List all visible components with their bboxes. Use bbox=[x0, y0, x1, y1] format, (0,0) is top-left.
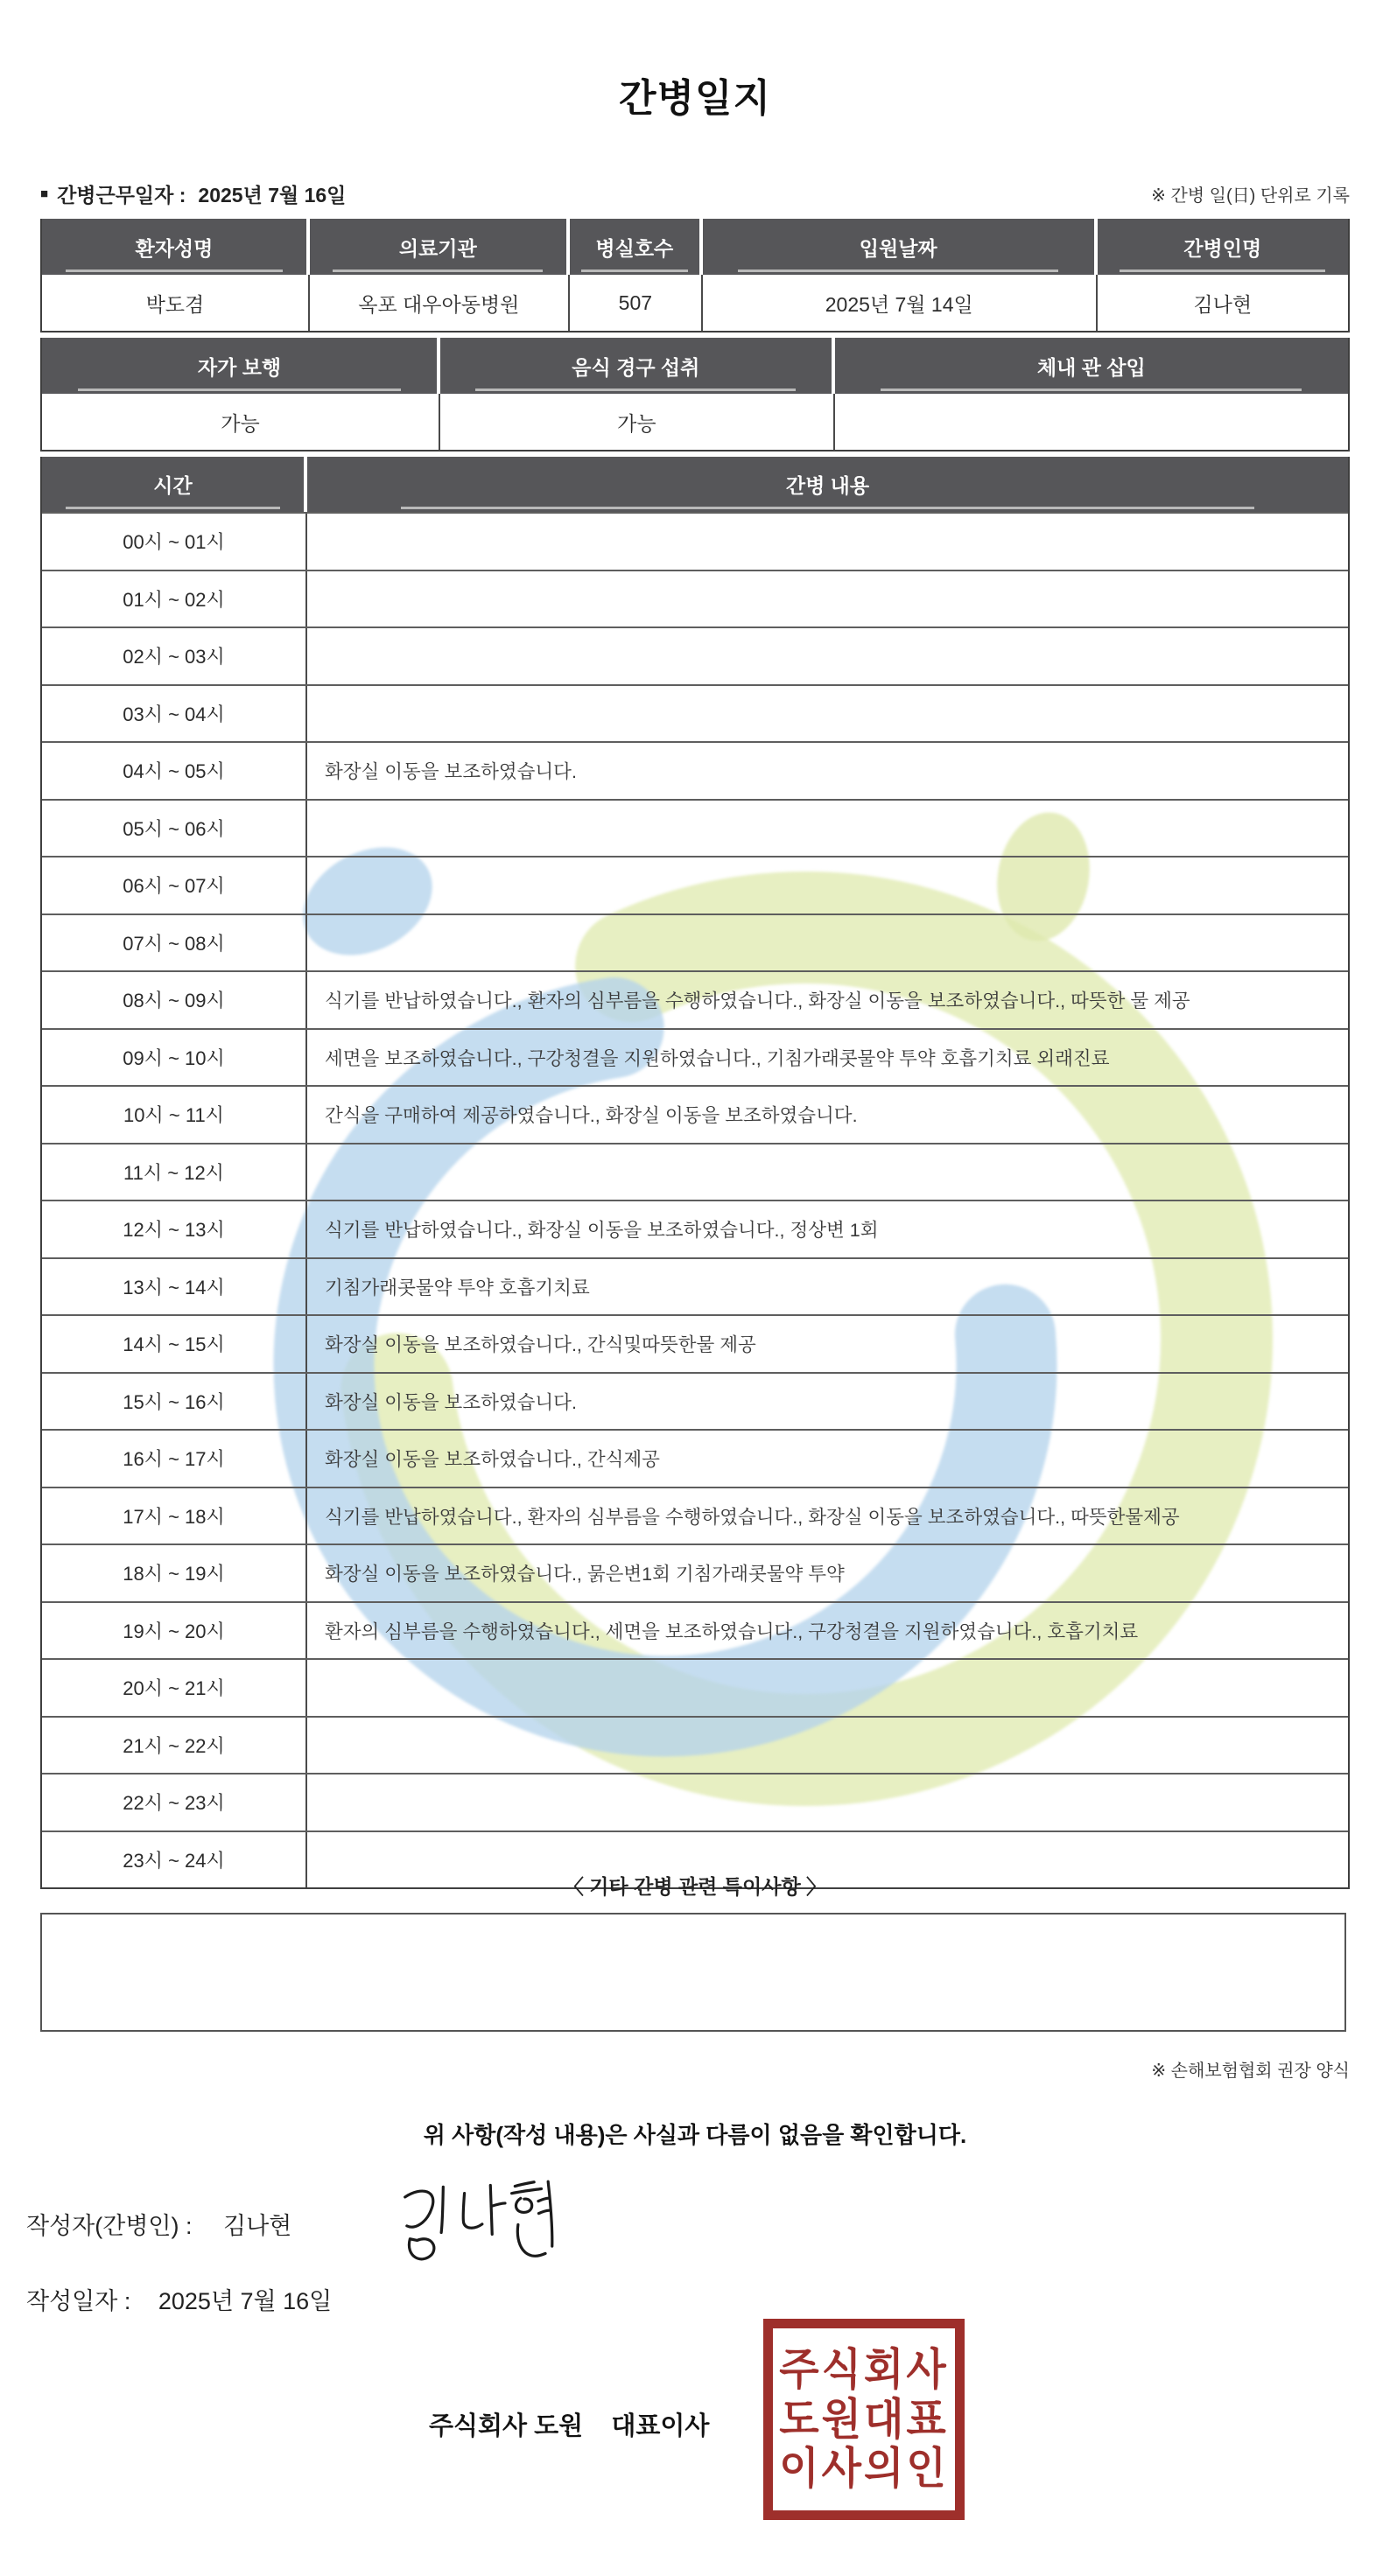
care-row-time: 08시 ~ 09시 bbox=[42, 972, 307, 1028]
care-row-time: 10시 ~ 11시 bbox=[42, 1087, 307, 1143]
care-rows bbox=[42, 512, 1348, 1887]
patient-table-header-cell bbox=[570, 219, 703, 275]
patient-table-value-cell: 박도겸 bbox=[42, 275, 310, 331]
stamp-row: 주식회사 bbox=[779, 2344, 949, 2394]
write-date-value: 2025년 7월 16일 bbox=[158, 2288, 333, 2314]
notes-box bbox=[40, 1913, 1346, 2032]
care-row bbox=[42, 1085, 1348, 1143]
care-row-time: 14시 ~ 15시 bbox=[42, 1316, 307, 1372]
patient-table-header-cell bbox=[703, 219, 1098, 275]
care-row bbox=[42, 1429, 1348, 1487]
care-row bbox=[42, 1601, 1348, 1659]
patient-table-value-cell: 김나현 bbox=[1193, 292, 1253, 316]
care-row-time: 22시 ~ 23시 bbox=[42, 1774, 307, 1830]
care-row-time: 16시 ~ 17시 bbox=[42, 1431, 307, 1487]
notes-section-title: 〈 기타 간병 관련 특이사항 〉 bbox=[563, 1875, 827, 1898]
work-date-label: 간병근무일자 : bbox=[57, 184, 186, 206]
status-table-header-cell bbox=[42, 338, 440, 394]
care-row-content: 화장실 이동을 보조하였습니다., 간식및따뜻한물 제공 bbox=[325, 1334, 756, 1356]
meta-row bbox=[40, 179, 1350, 208]
care-row-time: 09시 ~ 10시 bbox=[42, 1030, 307, 1086]
status-table-header-row bbox=[42, 338, 1348, 394]
care-row bbox=[42, 1028, 1348, 1086]
status-table-header-cell bbox=[835, 338, 1348, 394]
header-label: 입원날짜 bbox=[859, 236, 937, 260]
care-row bbox=[42, 1716, 1348, 1774]
write-date-label: 작성일자 : bbox=[26, 2288, 131, 2314]
work-date-value: 2025년 7월 16일 bbox=[198, 184, 347, 206]
care-row-content bbox=[307, 1718, 1348, 1774]
patient-info-table bbox=[40, 219, 1350, 332]
status-table-header-cell bbox=[440, 338, 835, 394]
stamp-row: 이사의인 bbox=[779, 2443, 949, 2493]
care-row-content bbox=[307, 571, 1348, 627]
unit-note: ※ 간병 일(日) 단위로 기록 bbox=[1151, 186, 1350, 206]
status-table-value-cell: 가능 bbox=[440, 394, 835, 450]
patient-table-value-cell: 옥포 대우아동병원 bbox=[310, 275, 570, 331]
writer-line bbox=[26, 2207, 291, 2241]
care-row-content bbox=[307, 514, 1348, 570]
care-row-time: 23시 ~ 24시 bbox=[42, 1832, 307, 1888]
care-row bbox=[42, 1487, 1348, 1544]
header-label: 체내 관 삽입 bbox=[1036, 355, 1146, 379]
patient-table-header-cell bbox=[310, 219, 570, 275]
care-row bbox=[42, 914, 1348, 971]
care-row bbox=[42, 1314, 1348, 1372]
corporate-seal-stamp bbox=[763, 2319, 965, 2520]
work-date-line bbox=[40, 179, 346, 208]
care-row-content: 화장실 이동을 보조하였습니다. bbox=[325, 1391, 577, 1413]
care-row-time: 04시 ~ 05시 bbox=[42, 743, 307, 799]
form-note: ※ 손해보험협회 권장 양식 bbox=[1151, 2062, 1350, 2081]
header-label: 간병 내용 bbox=[785, 474, 870, 497]
writer-name: 김나현 bbox=[223, 2213, 292, 2239]
care-row-content: 화장실 이동을 보조하였습니다., 묽은변1회 기침가래콧물약 투약 bbox=[325, 1564, 845, 1586]
care-row-time: 11시 ~ 12시 bbox=[42, 1144, 307, 1200]
care-row-time: 15시 ~ 16시 bbox=[42, 1374, 307, 1430]
care-row-time: 00시 ~ 01시 bbox=[42, 514, 307, 570]
care-row-content bbox=[307, 628, 1348, 684]
care-content-header-cell bbox=[307, 457, 1348, 512]
care-row bbox=[42, 512, 1348, 570]
care-row-time: 12시 ~ 13시 bbox=[42, 1201, 307, 1257]
care-table-header-row bbox=[42, 457, 1348, 512]
care-row-content bbox=[307, 1660, 1348, 1716]
patient-table-header-cell bbox=[1098, 219, 1348, 275]
care-row-content: 세면을 보조하였습니다., 구강청결을 지원하였습니다., 기침가래콧물약 투약 호흡기치료 외래진료 bbox=[325, 1047, 1110, 1069]
care-row-time: 01시 ~ 02시 bbox=[42, 571, 307, 627]
care-row-content: 기침가래콧물약 투약 호흡기치료 bbox=[325, 1277, 590, 1298]
care-row-time: 21시 ~ 22시 bbox=[42, 1718, 307, 1774]
care-row bbox=[42, 970, 1348, 1028]
header-label: 의료기관 bbox=[398, 236, 477, 260]
status-table-value-cell bbox=[835, 394, 1348, 450]
care-row bbox=[42, 1658, 1348, 1716]
care-row bbox=[42, 1200, 1348, 1257]
care-row bbox=[42, 1773, 1348, 1830]
care-row bbox=[42, 1544, 1348, 1601]
page-title: 간병일지 bbox=[618, 77, 771, 120]
header-label: 음식 경구 섭취 bbox=[572, 355, 700, 379]
care-row-content: 화장실 이동을 보조하였습니다., 간식제공 bbox=[325, 1449, 660, 1471]
patient-table-value-cell: 2025년 7월 14일 bbox=[703, 275, 1098, 331]
care-row-content: 간식을 구매하여 제공하였습니다., 화장실 이동을 보조하였습니다. bbox=[325, 1105, 858, 1127]
care-row-content: 화장실 이동을 보조하였습니다. bbox=[325, 761, 577, 783]
status-table bbox=[40, 338, 1350, 452]
care-row-time: 17시 ~ 18시 bbox=[42, 1488, 307, 1544]
care-row-time: 06시 ~ 07시 bbox=[42, 858, 307, 914]
stamp-row: 도원대표 bbox=[779, 2394, 949, 2444]
header-label: 시간 bbox=[153, 474, 193, 497]
patient-table-header-cell bbox=[42, 219, 310, 275]
care-row bbox=[42, 856, 1348, 914]
care-row-time: 03시 ~ 04시 bbox=[42, 686, 307, 742]
write-date-line bbox=[26, 2282, 332, 2316]
writer-label: 작성자(간병인) : bbox=[26, 2213, 193, 2239]
care-row-time: 18시 ~ 19시 bbox=[42, 1545, 307, 1601]
care-row-content bbox=[307, 1144, 1348, 1200]
care-row bbox=[42, 1257, 1348, 1315]
care-row bbox=[42, 1143, 1348, 1200]
patient-table-value-row bbox=[42, 275, 1348, 331]
care-row-content bbox=[307, 801, 1348, 857]
status-table-value-cell: 가능 bbox=[42, 394, 440, 450]
patient-table-value-cell: 507 bbox=[570, 275, 703, 331]
care-row-content bbox=[307, 1774, 1348, 1830]
care-row bbox=[42, 570, 1348, 627]
care-row-content bbox=[307, 686, 1348, 742]
care-time-header-cell bbox=[42, 457, 307, 512]
care-row-content bbox=[307, 915, 1348, 971]
care-row-content: 환자의 심부름을 수행하였습니다., 세면을 보조하였습니다., 구강청결을 지원하였습니다., 호흡기치료 bbox=[325, 1620, 1139, 1642]
handwritten-signature bbox=[394, 2178, 564, 2280]
care-row-content: 식기를 반납하였습니다., 화장실 이동을 보조하였습니다., 정상변 1회 bbox=[325, 1220, 879, 1242]
care-row-time: 05시 ~ 06시 bbox=[42, 801, 307, 857]
care-row-time: 19시 ~ 20시 bbox=[42, 1603, 307, 1659]
care-row-content: 식기를 반납하였습니다., 환자의 심부름을 수행하였습니다., 화장실 이동을 보조하였습니다., 따뜻한 물 제공 bbox=[325, 990, 1190, 1012]
care-row-time: 02시 ~ 03시 bbox=[42, 628, 307, 684]
care-row bbox=[42, 626, 1348, 684]
care-row bbox=[42, 799, 1348, 857]
header-label: 병실호수 bbox=[595, 236, 674, 260]
status-table-value-row bbox=[42, 394, 1348, 450]
header-label: 환자성명 bbox=[135, 236, 214, 260]
care-log-table bbox=[40, 457, 1350, 1889]
bullet-square-icon: ■ bbox=[40, 186, 49, 201]
header-label: 간병인명 bbox=[1183, 236, 1262, 260]
care-row-time: 13시 ~ 14시 bbox=[42, 1259, 307, 1315]
confirmation-statement: 위 사항(작성 내용)은 사실과 다름이 없음을 확인합니다. bbox=[423, 2122, 967, 2148]
company-line: 주식회사 도원 대표이사 bbox=[429, 2412, 710, 2440]
care-row-time: 20시 ~ 21시 bbox=[42, 1660, 307, 1716]
care-row bbox=[42, 1372, 1348, 1430]
patient-table-header-row bbox=[42, 219, 1348, 275]
care-row-content bbox=[307, 858, 1348, 914]
care-row bbox=[42, 684, 1348, 742]
care-row bbox=[42, 741, 1348, 799]
header-label: 자가 보행 bbox=[197, 355, 282, 379]
care-row-content: 식기를 반납하였습니다., 환자의 심부름을 수행하였습니다., 화장실 이동을 보조하였습니다., 따뜻한물제공 bbox=[325, 1506, 1180, 1528]
care-row-time: 07시 ~ 08시 bbox=[42, 915, 307, 971]
